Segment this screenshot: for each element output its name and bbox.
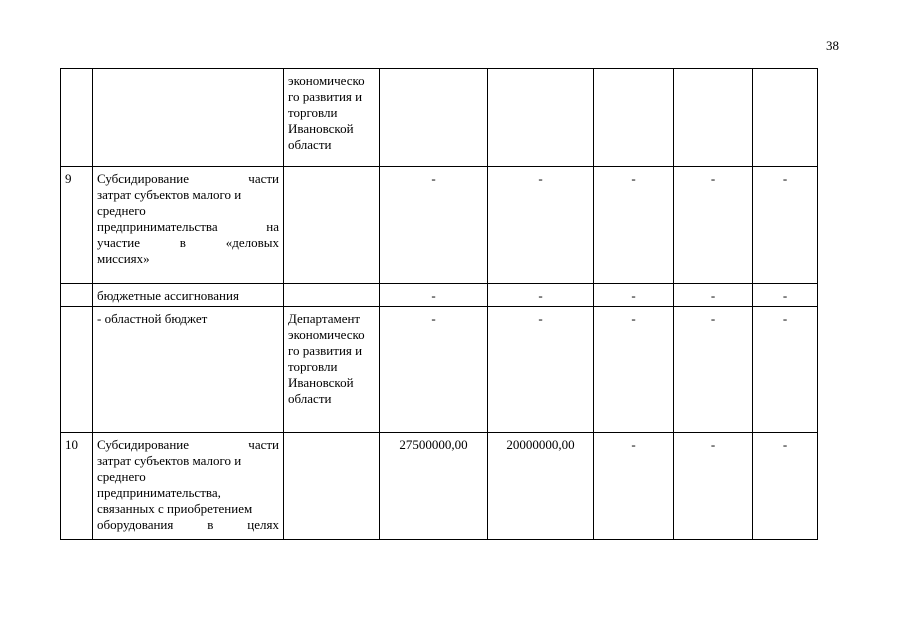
- executor-cell: [284, 433, 380, 540]
- value-cell: -: [488, 167, 594, 284]
- row-number-cell: 10: [61, 433, 93, 540]
- measure-name-cell: [93, 284, 284, 307]
- measure-name-line: - областной бюджет: [97, 311, 208, 326]
- executor-cell: [284, 167, 380, 284]
- measure-name-cell: [93, 167, 284, 284]
- measure-name-cell: [93, 69, 284, 167]
- table-row: [61, 167, 818, 284]
- value-cell: -: [594, 433, 674, 540]
- executor-line: экономическо: [288, 73, 365, 88]
- measure-name-line: предпринимательства на: [97, 219, 279, 234]
- row-number-cell: [61, 307, 93, 433]
- executor-cell: [284, 284, 380, 307]
- executor-line: го развития и: [288, 89, 363, 104]
- executor-line: области: [288, 137, 332, 152]
- value-cell: -: [753, 284, 818, 307]
- executor-cell: [284, 307, 380, 433]
- measure-name-line: среднего: [97, 203, 146, 218]
- value-cell: -: [674, 284, 753, 307]
- table-row: [61, 284, 818, 307]
- value-cell: -: [488, 284, 594, 307]
- value-cell: -: [753, 307, 818, 433]
- value-cell: [594, 69, 674, 167]
- measure-name-cell: [93, 433, 284, 540]
- value-cell: [488, 69, 594, 167]
- budget-table: [60, 68, 818, 540]
- table-row: [61, 307, 818, 433]
- value-cell: -: [594, 284, 674, 307]
- measure-name-line: связанных с приобретением: [97, 501, 253, 516]
- executor-cell: [284, 69, 380, 167]
- value-cell: 27500000,00: [380, 433, 488, 540]
- page-number: 38: [826, 38, 839, 53]
- measure-name-cell: [93, 307, 284, 433]
- value-cell: -: [594, 307, 674, 433]
- measure-name-line: участие в «деловых: [97, 235, 279, 250]
- executor-line: торговли: [288, 359, 338, 374]
- table-row: [61, 433, 818, 540]
- value-cell: -: [380, 307, 488, 433]
- value-cell: -: [380, 167, 488, 284]
- executor-line: Департамент: [288, 311, 361, 326]
- executor-line: экономическо: [288, 327, 365, 342]
- executor-line: Ивановской: [288, 121, 354, 136]
- value-cell: 20000000,00: [488, 433, 594, 540]
- value-cell: [380, 69, 488, 167]
- value-cell: -: [488, 307, 594, 433]
- measure-name-line: затрат субъектов малого и: [97, 187, 242, 202]
- measure-name-line: среднего: [97, 469, 146, 484]
- executor-line: торговли: [288, 105, 338, 120]
- executor-line: области: [288, 391, 332, 406]
- measure-name-line: миссиях»: [97, 251, 150, 266]
- executor-line: го развития и: [288, 343, 363, 358]
- table-row: [61, 69, 818, 167]
- measure-name-line: оборудования в целях: [97, 517, 279, 532]
- value-cell: -: [753, 433, 818, 540]
- measure-name-line: Субсидирование части: [97, 437, 279, 452]
- measure-name-line: бюджетные ассигнования: [97, 288, 239, 303]
- value-cell: [753, 69, 818, 167]
- value-cell: -: [674, 307, 753, 433]
- measure-name-line: Субсидирование части: [97, 171, 279, 186]
- value-cell: -: [380, 284, 488, 307]
- row-number-cell: [61, 284, 93, 307]
- executor-line: Ивановской: [288, 375, 354, 390]
- row-number-cell: 9: [61, 167, 93, 284]
- measure-name-line: затрат субъектов малого и: [97, 453, 242, 468]
- measure-name-line: предпринимательства,: [97, 485, 221, 500]
- value-cell: -: [594, 167, 674, 284]
- row-number-cell: [61, 69, 93, 167]
- value-cell: -: [753, 167, 818, 284]
- value-cell: -: [674, 433, 753, 540]
- value-cell: -: [674, 167, 753, 284]
- value-cell: [674, 69, 753, 167]
